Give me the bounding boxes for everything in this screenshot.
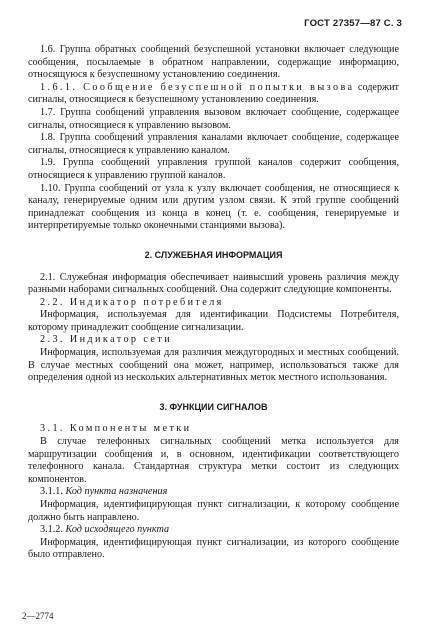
paragraph-3-1-1-body: Информация, идентифицирующая пункт сигнализации, к которому сообщение должно быть направлено. [28,499,399,523]
paragraph-3-1-heading: 3.1. Компоненты метки [40,423,192,435]
paragraph-2-2-body: Информация, используемая для идентификации Подсистемы Потребителя, которому принадлежит сообщение сигнализации. [28,309,399,333]
paragraph-2-2-heading: 2.2. Индикатор потребителя [40,296,224,308]
paragraph-2-1: 2.1. Служебная информация обеспечивает наивысший уровень различия между разными наборами сигнальных сообщений. Она содержит следующие компоненты. [28,271,399,296]
paragraph-1-8: 1.8. Группа сообщений управления каналами включает сообщение, содержащее сигналы, относящиеся к управлению каналом. [28,132,399,156]
page-footer: 2—2774 [22,611,54,621]
paragraph-3-1-1-heading [28,486,399,499]
paragraph-3-1-2-body: Информация, идентифицирующая пункт сигнализации, из которого сообщение было отправлено. [28,536,399,561]
paragraph-3-1-1-number: 3.1.1. [40,486,66,498]
paragraph-1-7: 1.7. Группа сообщений управления вызовом включает сообщение, содержащее сигналы, относящиеся к управлению вызовом. [28,106,399,131]
paragraph-1-6-1-text: содержит сигналы, относящиеся к безуспешному установлению соединения. [28,81,399,106]
paragraph-1-6-1-heading: 1.6.1. Сообщение безуспешной попытки вызова [40,81,355,93]
paragraph-3-1-body: В случае телефонных сигнальных сообщений метка используется для маршрутизации сообщения и, в основном, идентификации соответствующего телефонного канала. Стандартная структура метки состоит из следующих компонентов. [28,436,399,485]
paragraph-2-3-body: Информация, используемая для различия междугородных и местных сообщений. В случае местных сообщений она может, например, использоваться также для определения одной из нескольких альтернативных меток местного использования. [28,347,399,384]
paragraph-1-6: 1.6. Группа обратных сообщений безуспешной установки включает следующие сообщения, посылаемые в обратном направлении, содержащие информацию, относящуюся к безуспешному установлению соединения. [28,44,399,81]
paragraph-2-3-heading: 2.3. Индикатор сети [40,334,173,346]
section-2-title: 2. СЛУЖЕБНАЯ ИНФОРМАЦИЯ [144,249,283,260]
document-body [28,44,399,562]
paragraph-3-1-2-title: Код исходящего пункта [65,524,170,536]
paragraph-1-9: 1.9. Группа сообщений управления группой каналов содержит сообщения, относящиеся к управлению группой каналов. [28,157,399,181]
paragraph-1-6-1 [28,82,399,107]
paragraph-1-10: 1.10. Группа сообщений от узла к узлу включает сообщения, не относящиеся к каналу, генерируемые одним или другим узлом связи. К этой группе сообщений принадлежат сообщения из конца в конец (т. е. сообщения, генерируемые и интерпретируемые только оконечными станциями вызова). [28,182,399,232]
section-3-title: 3. ФУНКЦИИ СИГНАЛОВ [159,401,268,412]
paragraph-3-1-1-title: Код пункта назначения [65,486,168,498]
page-header: ГОСТ 27357—87 С. 3 [304,18,402,29]
paragraph-3-1-2-heading [28,524,399,537]
paragraph-3-1-2-number: 3.1.2. [40,524,66,536]
